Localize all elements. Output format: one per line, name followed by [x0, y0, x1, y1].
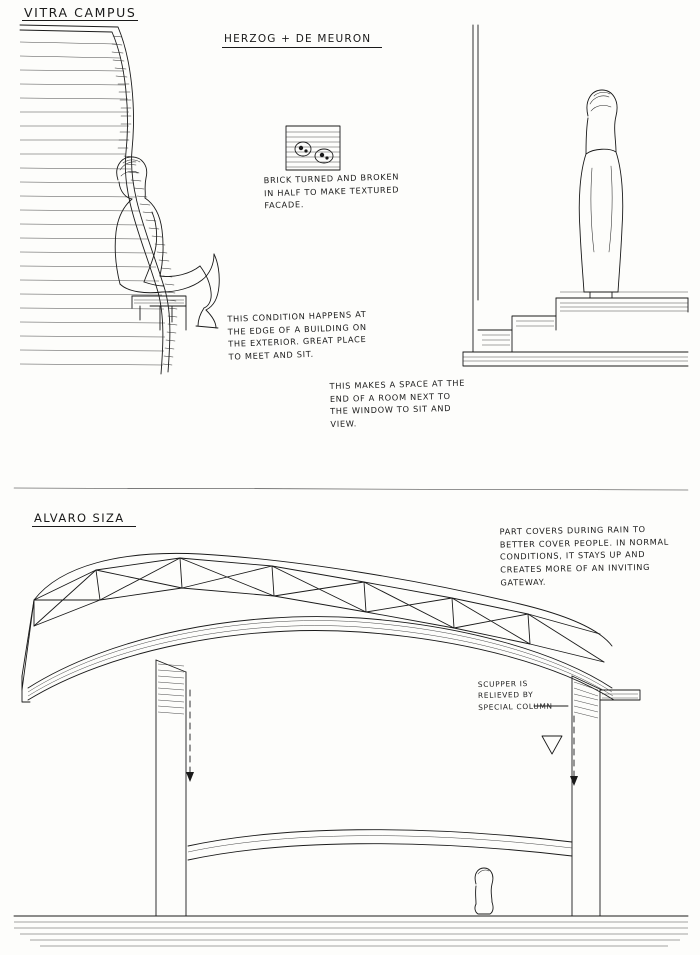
section-title-siza-underline: [32, 526, 136, 527]
page-title: VITRA CAMPUS: [24, 5, 137, 20]
brick-note: BRICK TURNED AND BROKEN IN HALF TO MAKE TEXTURED FACADE.: [263, 171, 400, 211]
section-title-siza: ALVARO SIZA: [34, 511, 125, 525]
window-seat-note: THIS MAKES A SPACE AT THE END OF A ROOM NEXT TO THE WINDOW TO SIT AND VIEW.: [329, 377, 466, 430]
architect-label-underline: [222, 47, 382, 48]
page-title-underline: [22, 20, 138, 21]
seat-note: THIS CONDITION HAPPENS AT THE EDGE OF A BUILDING ON THE EXTERIOR. GREAT PLACE TO MEET AND SIT.: [227, 308, 367, 362]
standing-figure-ledge: [579, 90, 623, 298]
siza-canopy-section: [14, 553, 688, 946]
section-divider: [14, 488, 688, 490]
window-ledge-section: [463, 25, 688, 366]
vitra-wall-section: [20, 25, 186, 374]
seated-figure: [115, 157, 219, 328]
standing-figure-ground: [475, 868, 493, 914]
scupper-note: SCUPPER IS RELIEVED BY SPECIAL COLUMN: [477, 679, 553, 712]
architect-label: HERZOG + DE MEURON: [224, 33, 372, 45]
brick-detail: [286, 126, 340, 170]
canopy-note: PART COVERS DURING RAIN TO BETTER COVER PEOPLE. IN NORMAL CONDITIONS, IT STAYS UP AND CREATES MORE OF AN INVITING GATEWAY.: [499, 524, 670, 588]
